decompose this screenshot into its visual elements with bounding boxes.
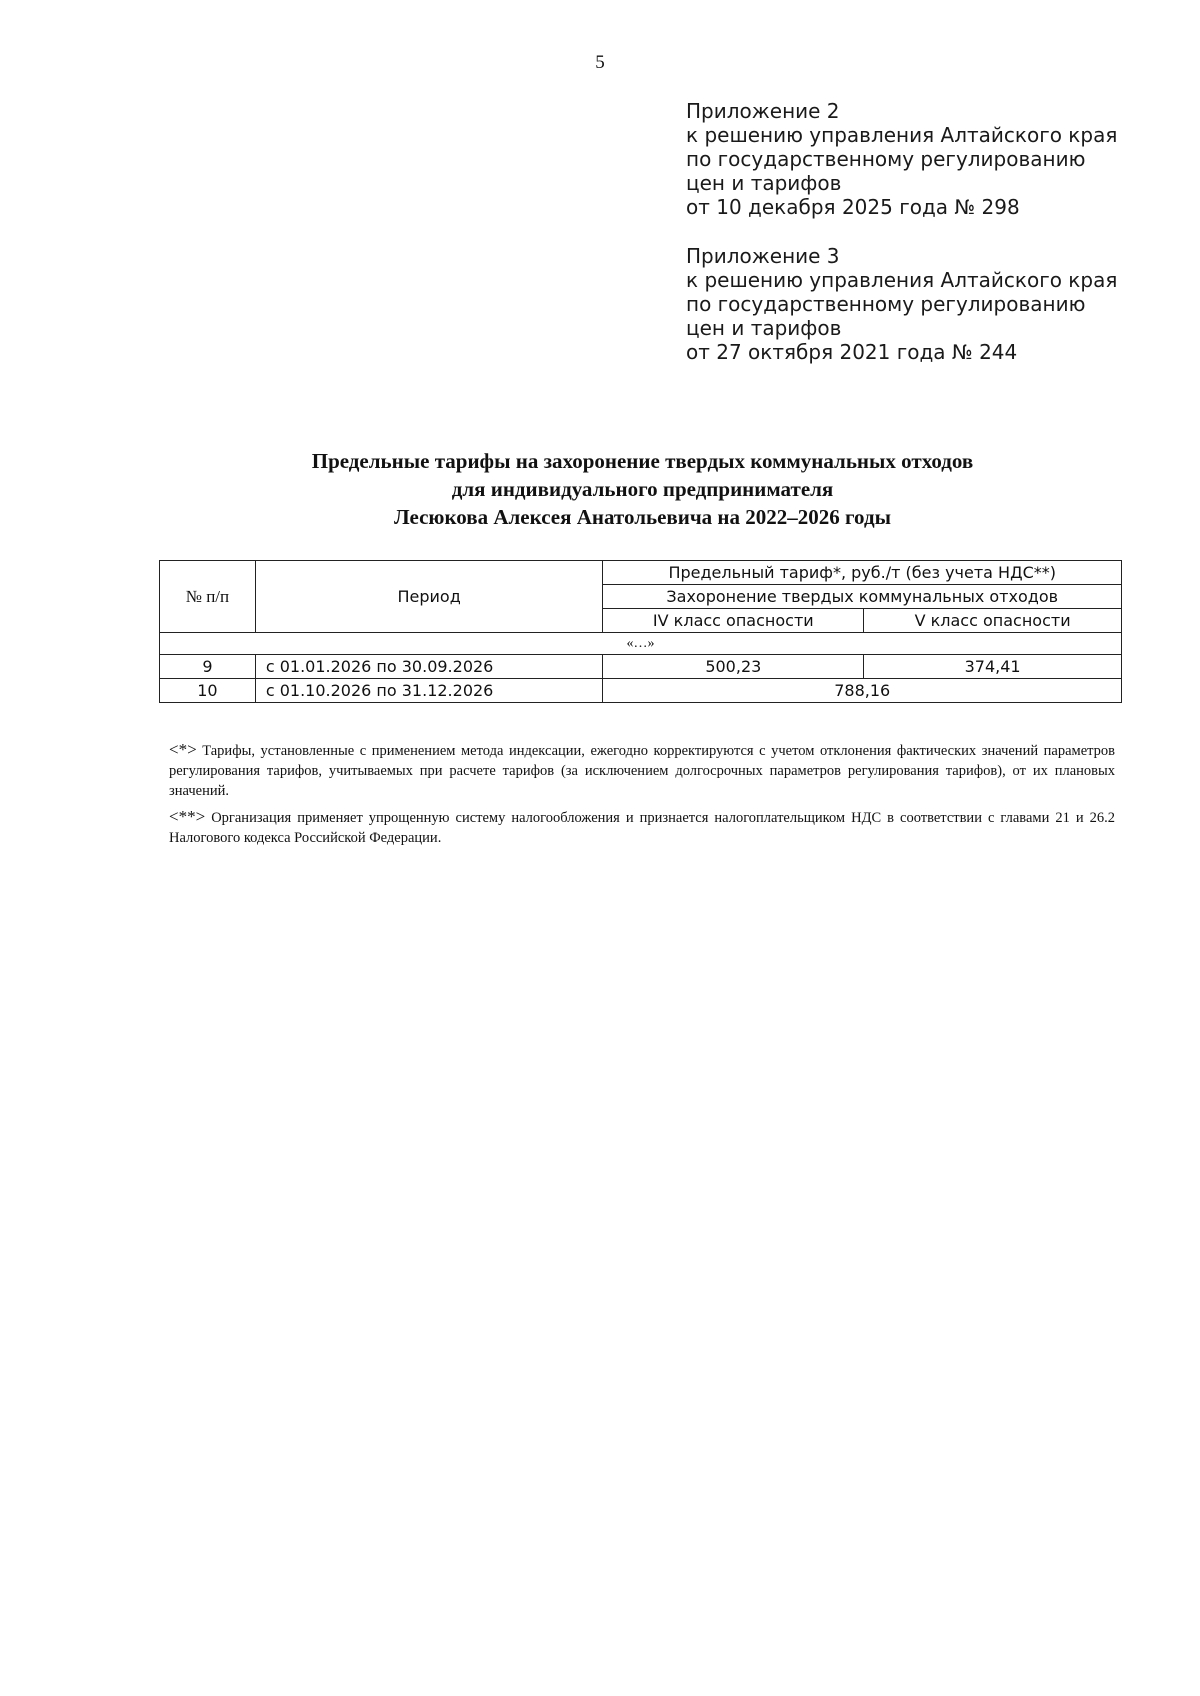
title-line-1: Предельные тарифы на захоронение твердых коммунальных отходов: [311, 449, 974, 473]
header-tariff: Предельный тариф*, руб./т (без учета НДС**): [603, 561, 1122, 585]
cell-class-5: 374,41: [864, 655, 1122, 679]
footnote-2-mark: <**>: [169, 807, 206, 826]
footnote-1: [169, 740, 1115, 801]
footnote-1-mark: <*>: [169, 740, 197, 759]
document-title: [0, 447, 1200, 531]
cell-period: с 01.01.2026 по 30.09.2026: [255, 655, 603, 679]
footnotes: [169, 740, 1115, 854]
appendix-3-title: Приложение 3: [686, 244, 840, 268]
cell-class-4: 500,23: [603, 655, 864, 679]
header-period: Период: [255, 561, 603, 633]
tariff-table: [159, 560, 1122, 703]
appendix-3-line-2: по государственному регулированию: [686, 292, 1086, 316]
appendix-2-line-3: цен и тарифов: [686, 171, 842, 195]
header-class-5: V класс опасности: [864, 609, 1122, 633]
title-line-2: для индивидуального предпринимателя: [451, 477, 834, 501]
header-number: № п/п: [160, 561, 256, 633]
appendix-2-line-2: по государственному регулированию: [686, 147, 1086, 171]
appendix-2-line-1: к решению управления Алтайского края: [686, 123, 1118, 147]
cell-number: 10: [160, 679, 256, 703]
appendix-2-header: [686, 99, 1166, 219]
table-row: [160, 655, 1122, 679]
table-header-row: [160, 561, 1122, 585]
appendix-2-title: Приложение 2: [686, 99, 840, 123]
appendix-3-line-4: от 27 октября 2021 года № 244: [686, 340, 1018, 364]
appendix-3-line-1: к решению управления Алтайского края: [686, 268, 1118, 292]
appendix-3-line-3: цен и тарифов: [686, 316, 842, 340]
header-class-4: IV класс опасности: [603, 609, 864, 633]
header-service: Захоронение твердых коммунальных отходов: [603, 585, 1122, 609]
footnote-2-text: Организация применяет упрощенную систему налогообложения и признается налогоплательщиком НДС в соответствии с главами 21 и 26.2 Налогового кодекса Российской Федерации.: [169, 810, 1116, 846]
appendix-2-line-4: от 10 декабря 2025 года № 298: [686, 195, 1020, 219]
appendix-3-header: [686, 244, 1166, 364]
page-number: 5: [595, 52, 605, 73]
footnote-1-text: Тарифы, установленные с применением метода индексации, ежегодно корректируются с учетом отклонения фактических значений параметров регулирования тарифов, учитываемых при расчете тарифов (за исключением долгосрочных параметров регулирования тарифов), от их плановых значений.: [169, 743, 1115, 799]
table-row-omitted: [160, 633, 1122, 655]
cell-period: с 01.10.2026 по 31.12.2026: [255, 679, 603, 703]
cell-merged-tariff: 788,16: [603, 679, 1122, 703]
omitted-rows-marker: «…»: [160, 633, 1122, 655]
table-row: [160, 679, 1122, 703]
cell-number: 9: [160, 655, 256, 679]
title-line-3: Лесюкова Алексея Анатольевича на 2022–2026 годы: [394, 505, 891, 529]
footnote-2: [169, 807, 1115, 848]
